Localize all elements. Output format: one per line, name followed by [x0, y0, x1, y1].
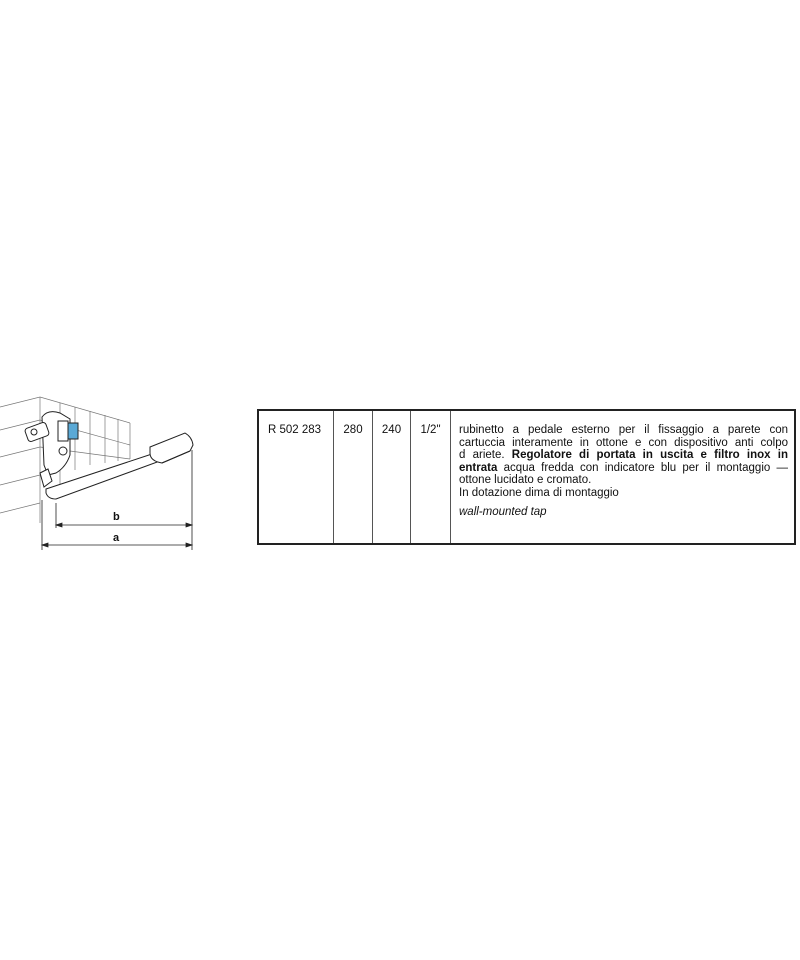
- spec-table: [257, 409, 796, 545]
- dimension-label-b: b: [113, 511, 120, 523]
- description-line: [459, 462, 788, 475]
- product-description: [451, 411, 794, 543]
- description-bold-text: Regolatore di portata in uscita e filtro inox in: [511, 449, 788, 461]
- description-line: rubinetto a pedale esterno per il fissaggio a parete con: [459, 424, 788, 436]
- product-code: R 502 283: [259, 411, 334, 543]
- connection-size: 1/2": [411, 411, 451, 543]
- description-line: ottone lucidato e cromato.: [459, 474, 592, 486]
- description-text: acqua fredda con indicatore blu per il montaggio —: [497, 461, 788, 474]
- description-text: d ariete.: [459, 449, 512, 461]
- english-product-name: wall-mounted tap: [459, 506, 547, 518]
- description-line: In dotazione dima di montaggio: [459, 486, 619, 499]
- description-line: [459, 449, 788, 462]
- pedal-tap-drawing: [0, 395, 215, 555]
- dimension-a-value: 280: [334, 411, 373, 543]
- description-line: cartuccia interamente in ottone e con dispositivo anti colpo: [459, 436, 788, 449]
- dimension-b-value: 240: [373, 411, 411, 543]
- dimension-label-a: a: [113, 532, 120, 544]
- tap-body: [24, 412, 78, 487]
- description-bold-text: entrata: [459, 461, 498, 474]
